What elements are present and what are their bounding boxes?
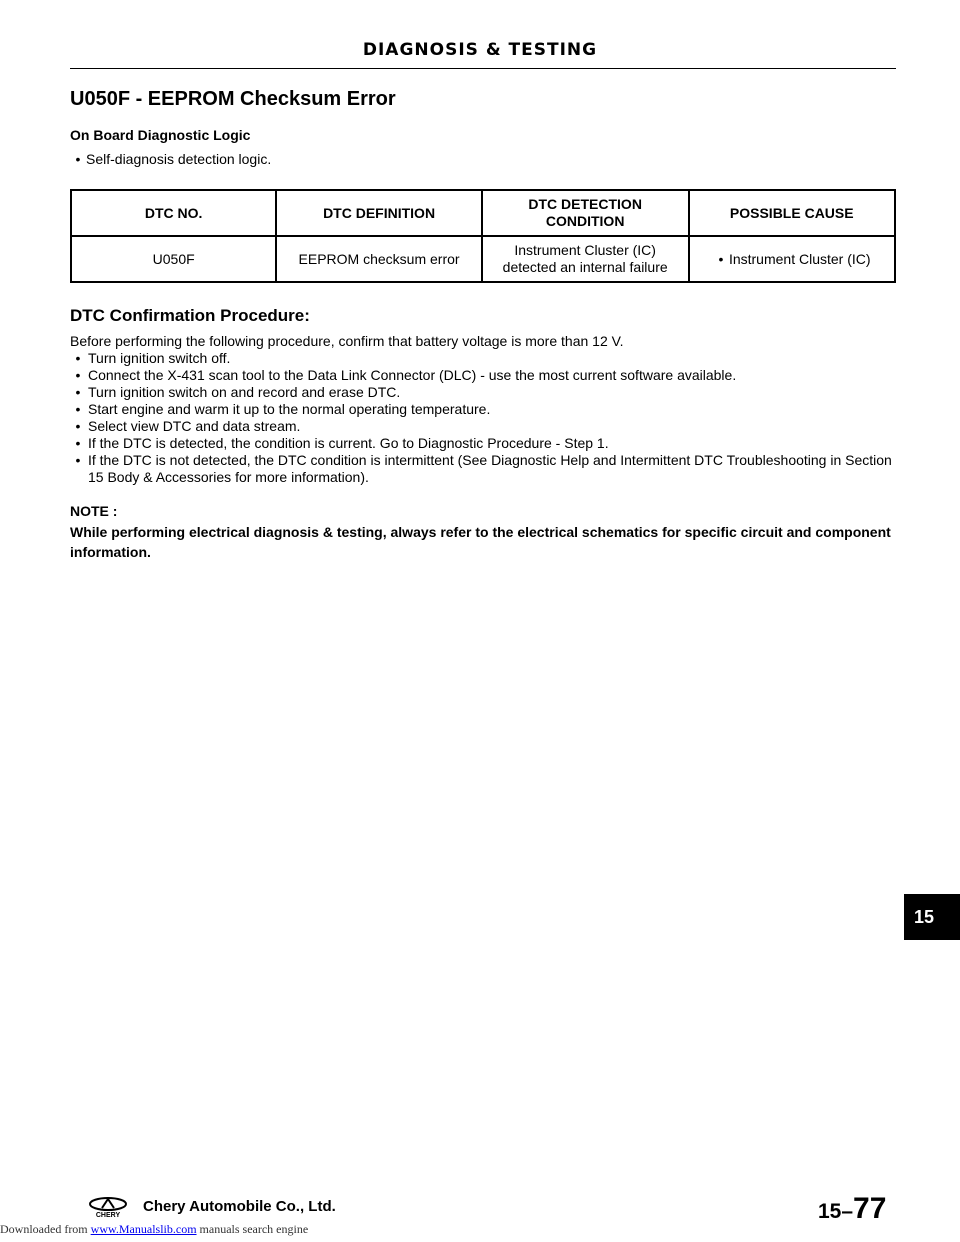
- confirmation-steps: [70, 350, 900, 486]
- dtc-table: [70, 189, 896, 283]
- list-item: [70, 452, 900, 486]
- header-dtc-definition: DTC DEFINITION: [276, 190, 481, 236]
- logic-bullet: [70, 151, 271, 167]
- cell-dtc-no: U050F: [71, 236, 276, 282]
- download-prefix: Downloaded from: [0, 1222, 88, 1236]
- confirmation-intro: Before performing the following procedure, confirm that battery voltage is more than 12 V.: [70, 333, 624, 349]
- company-name: Chery Automobile Co., Ltd.: [143, 1198, 336, 1215]
- chery-logo-icon: [88, 1196, 128, 1218]
- cell-condition: Instrument Cluster (IC) detected an internal failure: [482, 236, 689, 282]
- note-label: NOTE :: [70, 503, 118, 519]
- bullet-icon: •: [75, 384, 81, 400]
- step-text: Turn ignition switch off.: [88, 350, 231, 366]
- page-num: 77: [853, 1192, 887, 1225]
- bullet-icon: •: [75, 350, 81, 366]
- cell-cause-text: Instrument Cluster (IC): [728, 250, 871, 267]
- step-text: Turn ignition switch on and record and erase DTC.: [88, 384, 401, 400]
- list-item: [70, 350, 900, 367]
- logic-heading: On Board Diagnostic Logic: [70, 127, 251, 143]
- logo-text: CHERY: [95, 1212, 121, 1218]
- table-header-row: [71, 190, 895, 236]
- page-title: U050F - EEPROM Checksum Error: [70, 88, 396, 110]
- step-text: Select view DTC and data stream.: [88, 418, 301, 434]
- header-divider: [70, 68, 896, 69]
- section-tab: [904, 894, 960, 940]
- bullet-icon: •: [75, 418, 81, 434]
- list-item: [70, 401, 900, 418]
- bullet-icon: •: [718, 250, 724, 267]
- list-item: [70, 367, 900, 384]
- download-suffix: manuals search engine: [199, 1222, 309, 1236]
- header-dtc-condition: DTC DETECTION CONDITION: [482, 190, 689, 236]
- download-notice: [0, 1222, 308, 1237]
- page-number: [818, 1192, 886, 1226]
- bullet-icon: •: [75, 151, 81, 167]
- table-row: [71, 236, 895, 282]
- page-chapter: 15–: [818, 1200, 854, 1223]
- confirmation-heading: DTC Confirmation Procedure:: [70, 306, 310, 325]
- section-header: DIAGNOSIS & TESTING: [362, 40, 598, 60]
- step-text: Start engine and warm it up to the normal operating temperature.: [88, 401, 491, 417]
- header-dtc-no: DTC NO.: [71, 190, 276, 236]
- step-text: If the DTC is detected, the condition is current. Go to Diagnostic Procedure - Step 1.: [88, 435, 609, 451]
- logic-bullet-text: Self-diagnosis detection logic.: [86, 151, 272, 167]
- header-possible-cause: POSSIBLE CAUSE: [689, 190, 895, 236]
- bullet-icon: •: [75, 452, 81, 468]
- bullet-icon: •: [75, 435, 81, 451]
- list-item: [70, 418, 900, 435]
- section-tab-label: 15: [914, 906, 935, 927]
- list-item: [70, 384, 900, 401]
- bullet-icon: •: [75, 367, 81, 383]
- manualslib-link[interactable]: www.Manualslib.com: [90, 1222, 197, 1236]
- bullet-icon: •: [75, 401, 81, 417]
- note-text: While performing electrical diagnosis & testing, always refer to the electrical schematics for specific circuit and component information.: [70, 524, 891, 560]
- cell-cause: [689, 236, 895, 282]
- list-item: [70, 435, 900, 452]
- step-text: Connect the X-431 scan tool to the Data Link Connector (DLC) - use the most current software available.: [88, 367, 737, 383]
- step-text: If the DTC is not detected, the DTC condition is intermittent (See Diagnostic Help and Intermittent DTC Troubleshooting in Section 15 Body & Accessories for more information).: [88, 452, 892, 485]
- cell-definition: EEPROM checksum error: [276, 236, 481, 282]
